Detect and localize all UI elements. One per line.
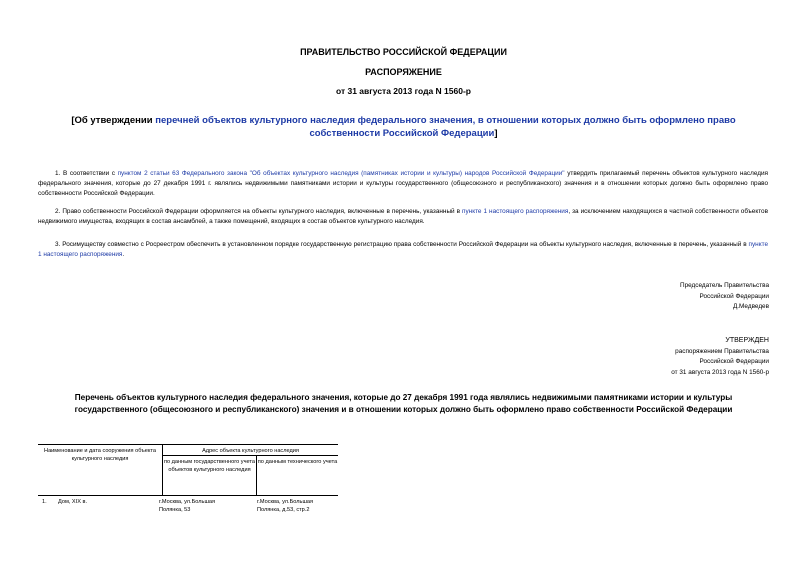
col-name-header: Наименование и дата сооружения объекта культурного наследия	[44, 448, 156, 462]
list-title	[40, 392, 767, 415]
signature-line-3: Д.Медведев	[732, 303, 769, 310]
paragraph-3-text-a: 3. Росимуществу совместно с Росреестром обеспечить в установленном порядке государственную регистрацию права собственности Российской Федерации на объекты культурного наследия, включенные в перечень, указанный в	[55, 241, 749, 248]
title-suffix: ]	[494, 128, 498, 139]
approval-block	[671, 336, 769, 378]
signature-line-1: Председатель Правительства	[680, 282, 769, 289]
approval-line-3: Российской Федерации	[699, 358, 769, 365]
paragraph-2-text-b: , за исключением находящихся в частной собственности объектов недвижимого имущества, входящих в состав ансамблей, а также помещений, входящих в состав объектов культурного наследия.	[38, 208, 768, 225]
col-address-header: Адрес объекта культурного наследия	[202, 448, 299, 454]
col-address-tech-header: по данным технического учета	[257, 459, 338, 465]
paragraph-1-text-a: 1. В соответствии с	[55, 170, 118, 177]
title-prefix: [Об утверждении	[71, 115, 156, 126]
point-1-link-2[interactable]: пункте 1 настоящего распоряжения	[38, 241, 768, 258]
table-top-border	[38, 444, 338, 445]
table-address-divider	[163, 455, 338, 456]
row-address-state: г.Москва, ул.Большая Полянка, 53	[159, 499, 216, 513]
title-link[interactable]: перечней объектов культурного наследия федерального значения, в отношении которых должно быть оформлено право собственности Российской Федерации	[155, 115, 736, 139]
paragraph-1	[38, 169, 768, 199]
approval-line-1: УТВЕРЖДЕН	[725, 337, 769, 344]
document-type: РАСПОРЯЖЕНИЕ	[365, 67, 442, 77]
signature-block	[680, 281, 769, 313]
paragraph-1-text-b: утвердить прилагаемый перечень объектов культурного наследия федерального значения, которые до 27 декабря 1991 г. являлись недвижимыми памятниками истории и культуры государственного (общесоюзного и республиканского) значения и в отношении которых должно быть оформлено право собственности Российской Федерации.	[38, 170, 768, 197]
paragraph-3	[38, 240, 768, 260]
paragraph-3-text-b: .	[122, 251, 125, 258]
paragraph-2	[38, 207, 768, 227]
list-title-line-2: государственного (общесоюзного и республиканского) значения и в отношении которых должно быть оформлено право собственности Российской Федерации	[74, 404, 733, 414]
document-title	[40, 114, 767, 140]
approval-line-2: распоряжением Правительства	[675, 347, 769, 355]
document-date-number: от 31 августа 2013 года N 1560-р	[335, 86, 471, 96]
col-address-state-header: по данным государственного учета объектов культурного наследия	[163, 459, 256, 473]
table-header-bottom-border	[38, 495, 338, 496]
paragraph-2-text-a: 2. Право собственности Российской Федерации оформляется на объекты культурного наследия, включенные в перечень, указанный в	[55, 208, 463, 215]
approval-line-4: от 31 августа 2013 года N 1560-р	[671, 368, 769, 376]
point-1-link[interactable]: пункте 1 настоящего распоряжения	[462, 208, 569, 215]
row-name: Дом, XIX в.	[58, 499, 88, 505]
government-heading: ПРАВИТЕЛЬСТВО РОССИЙСКОЙ ФЕДЕРАЦИИ	[300, 47, 507, 57]
signature-line-2: Российской Федерации	[699, 292, 769, 300]
law-link[interactable]: пунктом 2 статьи 63 Федерального закона "Об объектах культурного наследия (памятниках истории и культуры) народов Российской Федерации"	[117, 170, 565, 177]
row-number: 1.	[42, 499, 47, 505]
row-address-tech: г.Москва, ул.Большая Полянка, д.53, стр.2	[257, 499, 314, 513]
list-title-line-1: Перечень объектов культурного наследия федерального значения, которые до 27 декабря 1991 года являлись недвижимыми памятниками истории и культуры	[74, 393, 733, 402]
